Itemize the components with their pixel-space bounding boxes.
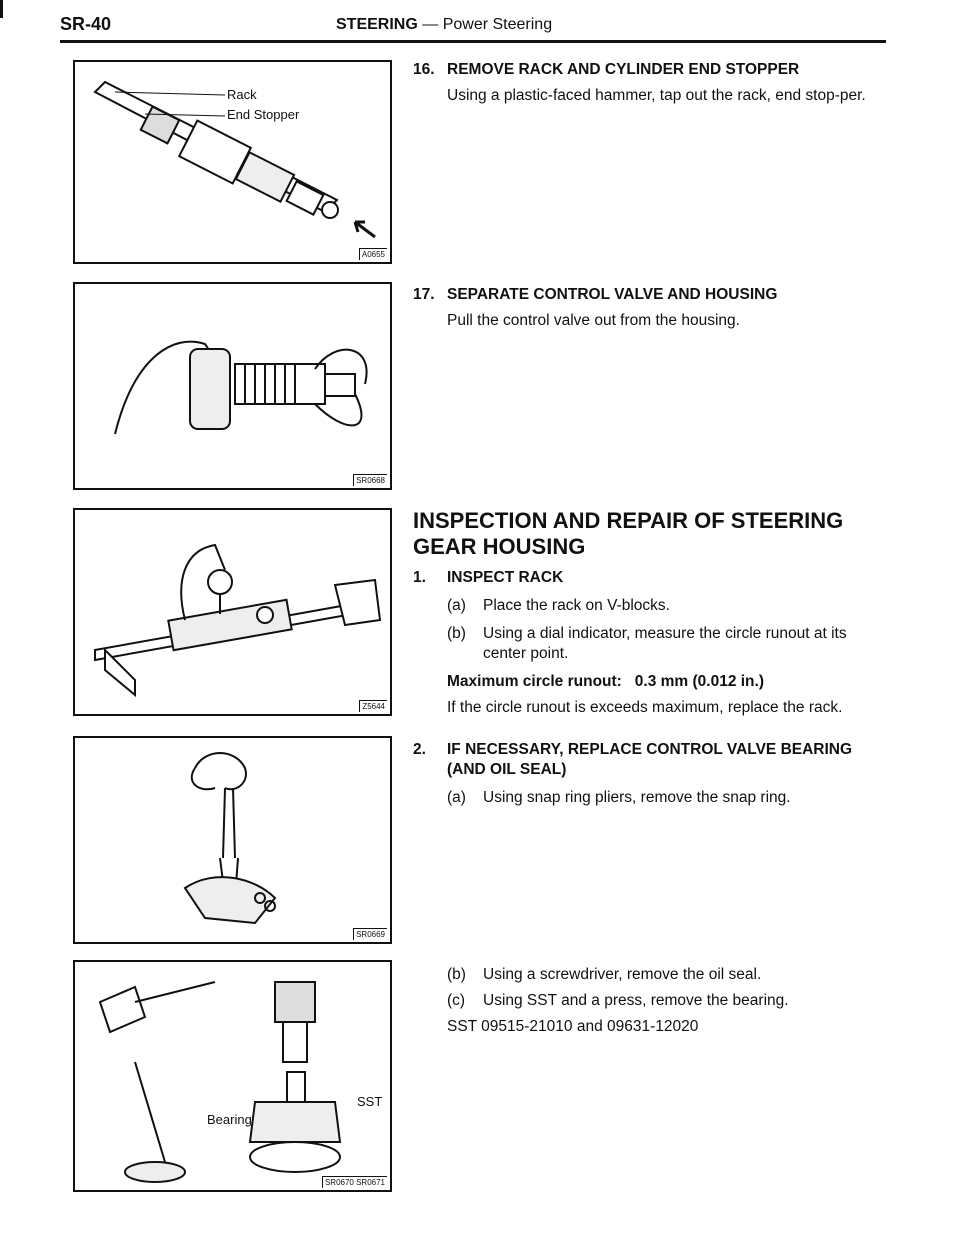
figure-code: SR0668 xyxy=(353,474,387,486)
figure-code: SR0669 xyxy=(353,928,387,940)
section-heading xyxy=(413,508,893,560)
spec-label: Maximum circle runout: xyxy=(447,673,622,690)
section-title-line2: GEAR HOUSING xyxy=(413,534,586,559)
figure-code: SR0670 SR0671 xyxy=(322,1176,387,1188)
page-corner-mark xyxy=(0,0,3,18)
figure-code: Z5644 xyxy=(359,700,387,712)
figure-rack-runout xyxy=(73,508,392,716)
section-title-line1: INSPECTION AND REPAIR OF STEERING xyxy=(413,508,844,533)
step-title: SEPARATE CONTROL VALVE AND HOUSING xyxy=(447,286,778,303)
step-title-line2: (AND OIL SEAL) xyxy=(447,761,567,778)
snap-ring-pliers-illustration xyxy=(75,738,390,942)
step-17 xyxy=(413,285,893,331)
step-16 xyxy=(413,60,893,106)
figure-code: A0655 xyxy=(359,248,387,260)
step-inspect-rack xyxy=(413,568,893,718)
header-rule xyxy=(60,40,886,43)
page-id: SR-40 xyxy=(60,14,112,34)
substep-a: (a) Using snap ring pliers, remove the snap ring. xyxy=(447,789,791,806)
step-body: Pull the control valve out from the housing. xyxy=(447,312,740,329)
step-number: 17. xyxy=(413,286,435,303)
figure-control-valve-housing xyxy=(73,282,392,490)
figure-bearing-removal xyxy=(73,960,392,1192)
substep-b: (b) Using a screwdriver, remove the oil seal. xyxy=(447,966,762,983)
label-bearing: Bearing xyxy=(207,1112,252,1127)
inspect-note: If the circle runout is exceeds maximum, replace the rack. xyxy=(447,699,843,716)
sst-numbers: SST 09515-21010 and 09631-12020 xyxy=(447,1018,699,1035)
step-title: INSPECT RACK xyxy=(447,569,564,586)
spec-runout xyxy=(413,672,893,692)
label-rack: Rack xyxy=(227,87,257,102)
label-sst: SST xyxy=(357,1094,383,1109)
label-end-stopper: End Stopper xyxy=(227,107,300,122)
rack-runout-illustration xyxy=(75,510,390,714)
substep-b: (b) Using a dial indicator, measure the circle runout at its center point. xyxy=(447,625,847,662)
step-title: REMOVE RACK AND CYLINDER END STOPPER xyxy=(447,61,800,78)
control-valve-housing-illustration xyxy=(75,284,390,488)
step-number: 2. xyxy=(413,741,426,758)
header-subsection: Power Steering xyxy=(442,16,553,33)
bearing-removal-illustration xyxy=(75,962,390,1190)
step-body: Using a plastic-faced hammer, tap out the rack, end stop-per. xyxy=(447,87,866,104)
header-title xyxy=(336,16,552,34)
header-separator: — xyxy=(422,16,439,33)
step-title-line1: IF NECESSARY, REPLACE CONTROL VALVE BEARING xyxy=(447,741,853,758)
substep-a: (a) Place the rack on V-blocks. xyxy=(447,597,670,614)
step-number: 16. xyxy=(413,61,435,78)
step-number: 1. xyxy=(413,569,426,586)
figure-snap-ring-pliers xyxy=(73,736,392,944)
header-section: STEERING xyxy=(336,16,418,33)
step-replace-bearing-continued xyxy=(413,965,893,1037)
substep-c: (c) Using SST and a press, remove the bearing. xyxy=(447,992,789,1009)
step-replace-bearing xyxy=(413,740,893,808)
spec-value: 0.3 mm (0.012 in.) xyxy=(634,673,764,690)
figure-rack-end-stopper xyxy=(73,60,392,264)
